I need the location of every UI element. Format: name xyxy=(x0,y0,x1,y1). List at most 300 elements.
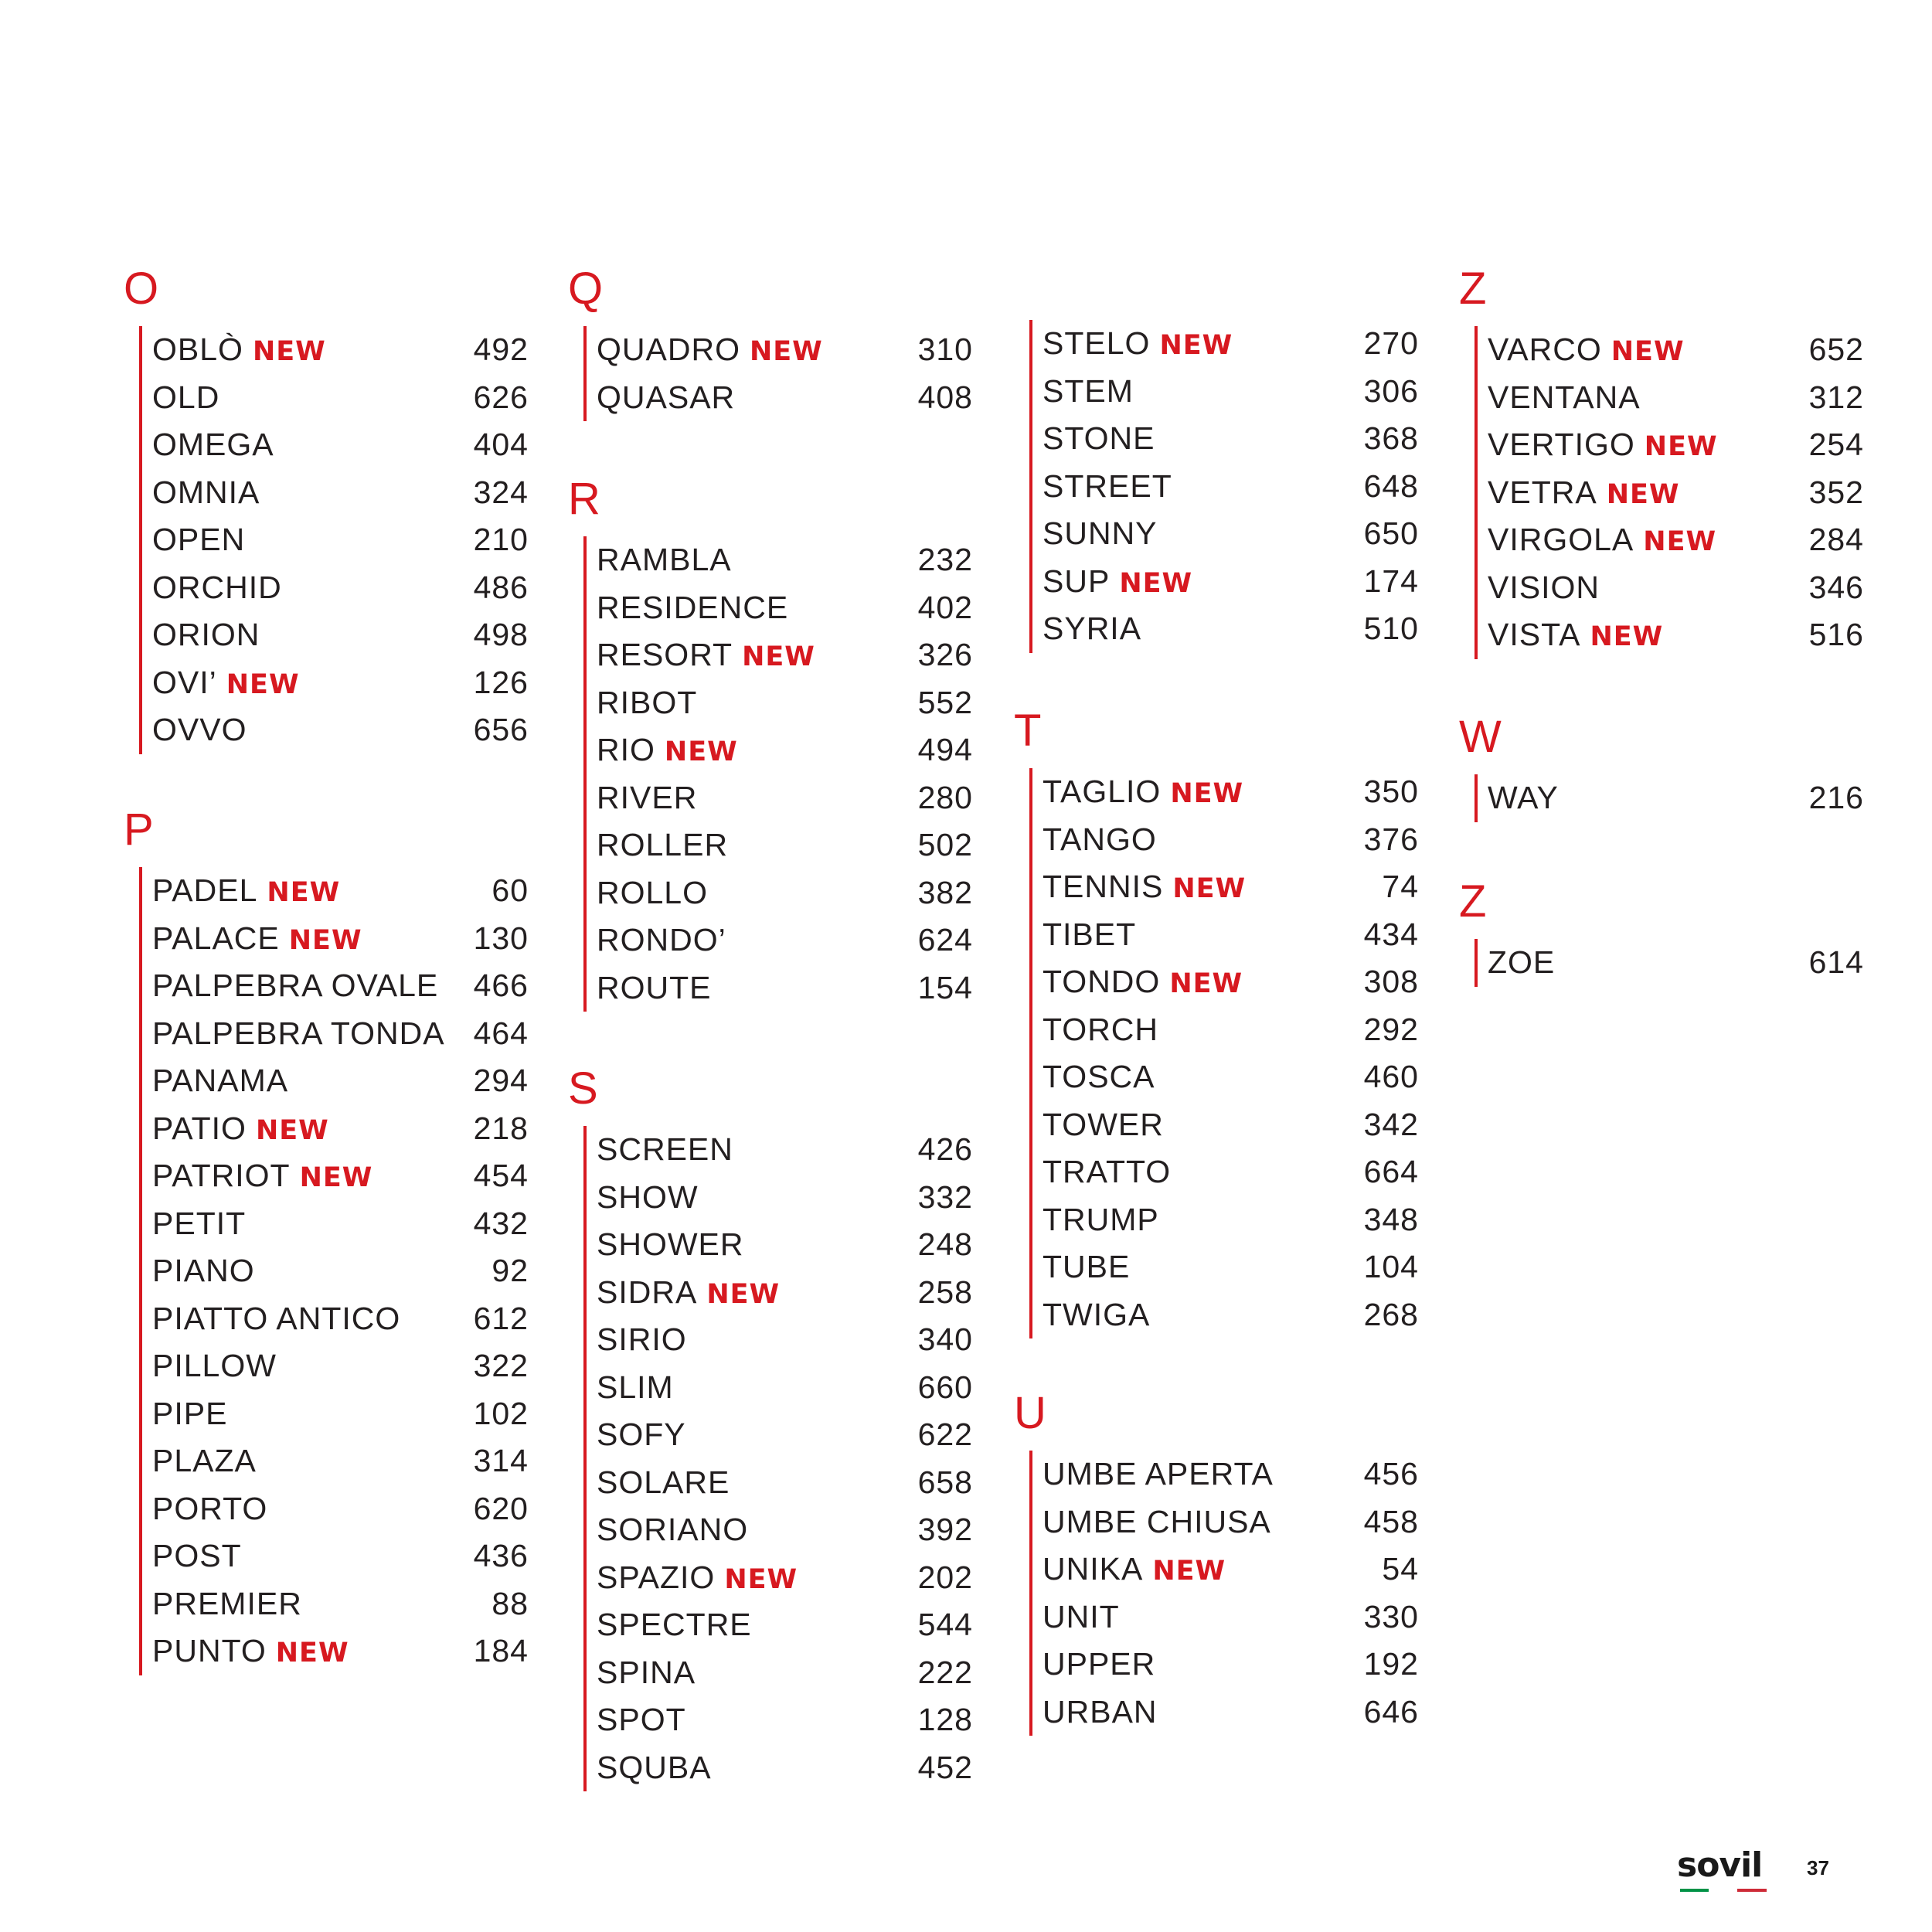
entry-list xyxy=(583,326,973,421)
entry-name xyxy=(597,631,815,682)
entry-name-text: ZOE xyxy=(1488,944,1556,980)
entry-name xyxy=(597,964,712,1012)
entry-name xyxy=(597,1744,712,1792)
entry-name-text: PIATTO ANTICO xyxy=(152,1300,401,1336)
entry-name xyxy=(597,326,823,376)
entry-name xyxy=(1488,939,1555,987)
entry-page-number: 350 xyxy=(1363,774,1419,809)
entry-name xyxy=(1043,816,1157,864)
index-entry xyxy=(1478,774,1864,822)
entry-name xyxy=(597,917,726,964)
entry-page-number: 392 xyxy=(917,1512,973,1547)
index-entry xyxy=(1032,1196,1419,1244)
entry-name-text: SIRIO xyxy=(597,1321,687,1357)
entry-name xyxy=(1488,374,1641,422)
entry-name-text: PATIO xyxy=(152,1110,247,1146)
entry-name-text: UMBE APERTA xyxy=(1043,1456,1274,1492)
entry-name xyxy=(1488,611,1663,662)
entry-name-text: PREMIER xyxy=(152,1585,302,1621)
entry-name xyxy=(152,1247,255,1295)
section-letter: Q xyxy=(568,264,604,314)
entry-page-number: 174 xyxy=(1363,563,1419,599)
index-entry xyxy=(142,1628,529,1675)
entry-page-number: 494 xyxy=(917,732,973,767)
entry-page-number: 312 xyxy=(1808,379,1864,415)
new-badge: NEW xyxy=(1606,478,1680,510)
entry-name xyxy=(1043,768,1243,818)
entry-name xyxy=(152,374,219,422)
entry-name xyxy=(597,1126,733,1174)
entry-name xyxy=(597,1459,730,1507)
entry-page-number: 342 xyxy=(1363,1106,1419,1142)
entry-name xyxy=(1043,863,1246,913)
entry-name xyxy=(597,869,708,917)
section-letter: W xyxy=(1459,712,1502,762)
entry-name-text: VETRA xyxy=(1488,474,1597,510)
section-letter: Z xyxy=(1459,876,1487,927)
entry-name xyxy=(1488,564,1600,612)
index-entry xyxy=(142,1485,529,1533)
entry-name xyxy=(1043,415,1155,463)
entry-page-number: 620 xyxy=(473,1490,529,1526)
index-entry xyxy=(587,1316,973,1364)
entry-page-number: 612 xyxy=(473,1300,529,1336)
entry-name-text: PATRIOT xyxy=(152,1158,291,1193)
entry-name xyxy=(1043,1498,1271,1546)
entry-name xyxy=(597,1696,686,1744)
index-entry xyxy=(1478,611,1864,659)
entry-page-number: 664 xyxy=(1363,1154,1419,1189)
entry-name xyxy=(1043,1451,1274,1498)
entry-page-number: 492 xyxy=(473,332,529,367)
entry-name xyxy=(597,821,728,869)
index-entry xyxy=(142,659,529,707)
new-badge: NEW xyxy=(255,1114,329,1146)
entry-page-number: 60 xyxy=(492,872,529,908)
entry-page-number: 658 xyxy=(917,1464,973,1500)
entry-name xyxy=(597,679,697,727)
index-entry xyxy=(142,611,529,659)
entry-name-text: STEM xyxy=(1043,372,1134,409)
entry-name-text: UNIKA xyxy=(1043,1551,1144,1587)
entry-name-text: OPEN xyxy=(152,522,246,557)
entry-name-text: PANAMA xyxy=(152,1063,289,1098)
entry-page-number: 216 xyxy=(1808,780,1864,815)
index-entry xyxy=(142,1390,529,1438)
entry-name-text: RIO xyxy=(597,732,655,767)
entry-page-number: 436 xyxy=(473,1538,529,1573)
entry-name xyxy=(152,1532,242,1580)
entry-name-text: RESORT xyxy=(597,637,733,672)
new-badge: NEW xyxy=(664,736,738,767)
index-entry xyxy=(142,1057,529,1105)
entry-name-text: PLAZA xyxy=(152,1443,257,1478)
index-entry xyxy=(587,679,973,727)
entry-name-text: URBAN xyxy=(1043,1693,1158,1730)
new-badge: NEW xyxy=(1644,431,1718,462)
entry-name xyxy=(152,421,274,469)
index-entry xyxy=(587,326,973,374)
entry-name-text: TAGLIO xyxy=(1043,774,1162,809)
index-entry xyxy=(1032,816,1419,864)
entry-name-text: QUASAR xyxy=(597,379,736,415)
entry-name-text: QUADRO xyxy=(597,332,740,367)
entry-name xyxy=(1488,774,1559,822)
entry-name-text: PILLOW xyxy=(152,1348,277,1383)
entry-page-number: 192 xyxy=(1363,1646,1419,1682)
index-entry xyxy=(1032,768,1419,816)
entry-name xyxy=(1043,558,1192,608)
entry-name-text: TOWER xyxy=(1043,1106,1164,1142)
index-entry xyxy=(142,469,529,517)
entry-name-text: OVVO xyxy=(152,712,247,747)
entry-name xyxy=(597,1554,798,1604)
index-entry xyxy=(587,631,973,679)
entry-name-text: ORCHID xyxy=(152,569,282,605)
section-letter: R xyxy=(568,474,600,524)
entry-name-text: VIRGOLA xyxy=(1488,522,1634,557)
index-entry xyxy=(1478,421,1864,469)
entry-page-number: 516 xyxy=(1808,617,1864,652)
entry-page-number: 622 xyxy=(917,1417,973,1452)
index-entry xyxy=(587,1174,973,1222)
entry-name-text: ROLLO xyxy=(597,874,708,910)
index-entry xyxy=(142,1342,529,1390)
entry-name xyxy=(152,706,247,754)
entry-page-number: 294 xyxy=(473,1063,529,1098)
index-entry xyxy=(587,1744,973,1792)
entry-page-number: 324 xyxy=(473,474,529,510)
entry-name-text: OVI’ xyxy=(152,664,217,700)
entry-page-number: 552 xyxy=(917,684,973,720)
entry-name xyxy=(152,1200,246,1248)
index-entry xyxy=(142,1295,529,1343)
entry-name xyxy=(1488,421,1718,471)
entry-name xyxy=(1043,1641,1155,1689)
entry-name-text: TWIGA xyxy=(1043,1296,1151,1332)
entry-page-number: 54 xyxy=(1382,1551,1419,1587)
entry-page-number: 346 xyxy=(1808,569,1864,605)
entry-name-text: SORIANO xyxy=(597,1512,749,1547)
new-badge: NEW xyxy=(275,1638,349,1668)
entry-name xyxy=(1043,320,1233,370)
index-entry xyxy=(1032,510,1419,558)
entry-name-text: SCREEN xyxy=(597,1131,733,1167)
index-entry xyxy=(1032,605,1419,653)
entry-page-number: 498 xyxy=(473,617,529,652)
index-entry xyxy=(587,1221,973,1269)
index-entry xyxy=(587,374,973,422)
entry-name xyxy=(1488,516,1716,566)
index-entry xyxy=(142,915,529,963)
entry-name xyxy=(152,867,340,917)
entry-name xyxy=(1043,1594,1120,1641)
entry-page-number: 656 xyxy=(473,712,529,747)
entry-page-number: 202 xyxy=(917,1559,973,1595)
entry-page-number: 650 xyxy=(1363,515,1419,551)
entry-name-text: PUNTO xyxy=(152,1633,267,1668)
entry-name xyxy=(152,1390,227,1438)
entry-name-text: SPAZIO xyxy=(597,1559,716,1595)
index-entry xyxy=(1032,1689,1419,1736)
entry-name-text: UNIT xyxy=(1043,1598,1120,1634)
entry-name-text: RAMBLA xyxy=(597,542,732,577)
index-entry xyxy=(1032,1148,1419,1196)
entry-page-number: 254 xyxy=(1808,427,1864,462)
entry-page-number: 270 xyxy=(1363,325,1419,361)
entry-page-number: 218 xyxy=(473,1110,529,1146)
entry-page-number: 458 xyxy=(1363,1503,1419,1539)
entry-list xyxy=(1475,774,1864,822)
index-entry xyxy=(587,726,973,774)
entry-name-text: RIVER xyxy=(597,779,698,815)
index-entry xyxy=(142,706,529,754)
entry-name xyxy=(597,374,735,422)
entry-name xyxy=(1043,1243,1130,1291)
index-entry xyxy=(1478,326,1864,374)
index-entry xyxy=(1032,1498,1419,1546)
entry-page-number: 102 xyxy=(473,1395,529,1431)
entry-page-number: 126 xyxy=(473,664,529,700)
index-entry xyxy=(1032,1546,1419,1594)
entry-page-number: 340 xyxy=(917,1321,973,1357)
entry-name-text: PADEL xyxy=(152,872,258,908)
entry-name-text: SLIM xyxy=(597,1369,674,1405)
index-entry xyxy=(587,964,973,1012)
entry-name-text: SIDRA xyxy=(597,1274,698,1310)
entry-name-text: UPPER xyxy=(1043,1646,1156,1682)
entry-page-number: 222 xyxy=(917,1654,973,1690)
entry-page-number: 660 xyxy=(917,1369,973,1405)
entry-page-number: 128 xyxy=(917,1702,973,1737)
italian-flag-stripe xyxy=(1680,1889,1767,1892)
index-entry xyxy=(1032,911,1419,959)
entry-name xyxy=(597,1221,744,1269)
new-badge: NEW xyxy=(1119,567,1193,599)
entry-name-text: PALACE xyxy=(152,920,280,956)
entry-name-text: PALPEBRA TONDA xyxy=(152,1015,445,1051)
entry-page-number: 130 xyxy=(473,920,529,956)
entry-name-text: TENNIS xyxy=(1043,869,1164,904)
entry-page-number: 648 xyxy=(1363,468,1419,504)
new-badge: NEW xyxy=(1169,968,1243,999)
entry-page-number: 404 xyxy=(473,427,529,462)
entry-page-number: 402 xyxy=(917,589,973,625)
index-entry xyxy=(1032,1243,1419,1291)
entry-name xyxy=(152,1628,349,1678)
entry-page-number: 308 xyxy=(1363,964,1419,999)
index-entry xyxy=(587,821,973,869)
index-entry xyxy=(142,962,529,1010)
entry-page-number: 510 xyxy=(1363,611,1419,646)
entry-page-number: 624 xyxy=(917,922,973,957)
entry-page-number: 426 xyxy=(917,1131,973,1167)
entry-page-number: 258 xyxy=(917,1274,973,1310)
entry-name-text: STREET xyxy=(1043,468,1172,504)
index-entry xyxy=(142,867,529,915)
index-entry xyxy=(587,869,973,917)
section-letter: Z xyxy=(1459,264,1487,314)
entry-page-number: 408 xyxy=(917,379,973,415)
entry-page-number: 306 xyxy=(1363,372,1419,409)
entry-page-number: 292 xyxy=(1363,1011,1419,1047)
new-badge: NEW xyxy=(1172,873,1247,904)
entry-page-number: 232 xyxy=(917,542,973,577)
entry-name-text: PORTO xyxy=(152,1490,268,1526)
index-entry xyxy=(1478,939,1864,987)
entry-name xyxy=(1043,958,1243,1009)
entry-page-number: 376 xyxy=(1363,821,1419,857)
entry-name xyxy=(1043,1291,1150,1339)
entry-name-text: TOSCA xyxy=(1043,1059,1155,1094)
entry-name xyxy=(1043,1006,1158,1054)
index-entry xyxy=(1032,558,1419,606)
entry-name xyxy=(597,1649,696,1697)
entry-name xyxy=(152,564,282,612)
entry-name-text: TRATTO xyxy=(1043,1154,1172,1189)
entry-name-text: TONDO xyxy=(1043,964,1161,999)
entry-list xyxy=(1029,1451,1419,1736)
entry-page-number: 322 xyxy=(473,1348,529,1383)
entry-page-number: 210 xyxy=(473,522,529,557)
entry-name xyxy=(1043,1689,1158,1736)
entry-list xyxy=(1475,326,1864,659)
entry-name-text: SOLARE xyxy=(597,1464,730,1500)
entry-name-text: SOFY xyxy=(597,1417,686,1452)
entry-name-text: TANGO xyxy=(1043,821,1157,857)
entry-name xyxy=(597,1506,748,1554)
new-badge: NEW xyxy=(1590,621,1664,652)
index-entry xyxy=(1032,1006,1419,1054)
index-entry xyxy=(142,1010,529,1058)
index-entry xyxy=(1032,1641,1419,1689)
entry-name xyxy=(597,1174,699,1222)
entry-page-number: 466 xyxy=(473,968,529,1003)
index-entry xyxy=(142,326,529,374)
entry-name-text: STONE xyxy=(1043,420,1155,456)
entry-name xyxy=(1043,368,1134,416)
entry-page-number: 248 xyxy=(917,1226,973,1262)
index-entry xyxy=(1032,463,1419,511)
entry-page-number: 456 xyxy=(1363,1456,1419,1492)
entry-name xyxy=(1043,463,1172,511)
entry-name-text: POST xyxy=(152,1538,242,1573)
index-entry xyxy=(142,1105,529,1153)
entry-name-text: OBLÒ xyxy=(152,332,243,367)
index-entry xyxy=(1478,564,1864,612)
index-entry xyxy=(587,1459,973,1507)
entry-page-number: 74 xyxy=(1382,869,1419,904)
index-entry xyxy=(142,1437,529,1485)
entry-name xyxy=(152,915,362,965)
index-entry xyxy=(1478,374,1864,422)
entry-page-number: 502 xyxy=(917,827,973,862)
entry-page-number: 452 xyxy=(917,1749,973,1785)
entry-name xyxy=(152,659,300,709)
entry-name-text: VISTA xyxy=(1488,617,1581,652)
entry-page-number: 460 xyxy=(1363,1059,1419,1094)
new-badge: NEW xyxy=(1152,1556,1226,1587)
entry-page-number: 332 xyxy=(917,1179,973,1215)
entry-name xyxy=(152,1105,329,1155)
index-entry xyxy=(142,1580,529,1628)
brand-logo-text: sovil xyxy=(1677,1845,1763,1885)
index-entry xyxy=(1032,1594,1419,1641)
entry-page-number: 310 xyxy=(917,332,973,367)
entry-name xyxy=(152,1152,372,1202)
entry-page-number: 486 xyxy=(473,569,529,605)
entry-name-text: SUNNY xyxy=(1043,515,1158,551)
entry-name-text: SUP xyxy=(1043,563,1111,599)
entry-name-text: SQUBA xyxy=(597,1749,712,1785)
entry-name xyxy=(597,584,788,632)
entry-name-text: SPOT xyxy=(597,1702,686,1737)
index-entry xyxy=(1478,516,1864,564)
new-badge: NEW xyxy=(749,336,823,367)
entry-name xyxy=(597,1364,674,1412)
index-entry xyxy=(142,1152,529,1200)
entry-name-text: SHOWER xyxy=(597,1226,744,1262)
entry-name-text: OLD xyxy=(152,379,220,415)
index-entry xyxy=(587,1126,973,1174)
entry-name xyxy=(152,1342,277,1390)
entry-list xyxy=(139,326,529,754)
entry-name-text: RONDO’ xyxy=(597,922,726,957)
new-badge: NEW xyxy=(1170,778,1244,809)
entry-name-text: WAY xyxy=(1488,780,1559,815)
entry-name-text: RESIDENCE xyxy=(597,589,789,625)
entry-name xyxy=(152,469,260,517)
index-entry xyxy=(142,1247,529,1295)
entry-name-text: TIBET xyxy=(1043,916,1137,952)
index-entry xyxy=(587,1554,973,1602)
entry-page-number: 104 xyxy=(1363,1249,1419,1284)
new-badge: NEW xyxy=(1611,336,1685,367)
entry-page-number: 626 xyxy=(473,379,529,415)
entry-name-text: SYRIA xyxy=(1043,611,1142,646)
index-entry xyxy=(142,564,529,612)
entry-page-number: 326 xyxy=(917,637,973,672)
entry-name xyxy=(1043,1053,1155,1101)
entry-page-number: 464 xyxy=(473,1015,529,1051)
entry-page-number: 614 xyxy=(1808,944,1864,980)
entry-name-text: TRUMP xyxy=(1043,1201,1159,1237)
entry-page-number: 646 xyxy=(1363,1693,1419,1730)
entry-name-text: SPINA xyxy=(597,1654,696,1690)
entry-name xyxy=(152,1437,257,1485)
entry-name-text: ROLLER xyxy=(597,827,729,862)
index-entry xyxy=(1032,1291,1419,1339)
entry-name xyxy=(152,326,326,376)
entry-name xyxy=(597,536,732,584)
index-entry xyxy=(587,1649,973,1697)
entry-name-text: VARCO xyxy=(1488,332,1602,367)
entry-name-text: SPECTRE xyxy=(597,1607,752,1642)
index-entry xyxy=(1032,1053,1419,1101)
new-badge: NEW xyxy=(288,924,362,956)
entry-name xyxy=(152,962,438,1010)
entry-name xyxy=(152,1057,288,1105)
new-badge: NEW xyxy=(1643,526,1717,557)
entry-page-number: 92 xyxy=(492,1253,529,1288)
entry-name xyxy=(1043,911,1136,959)
entry-page-number: 268 xyxy=(1363,1296,1419,1332)
entry-name-text: OMEGA xyxy=(152,427,274,462)
entry-name-text: RIBOT xyxy=(597,684,698,720)
entry-name xyxy=(597,1601,752,1649)
index-entry xyxy=(587,1364,973,1412)
section-letter: T xyxy=(1014,706,1042,756)
